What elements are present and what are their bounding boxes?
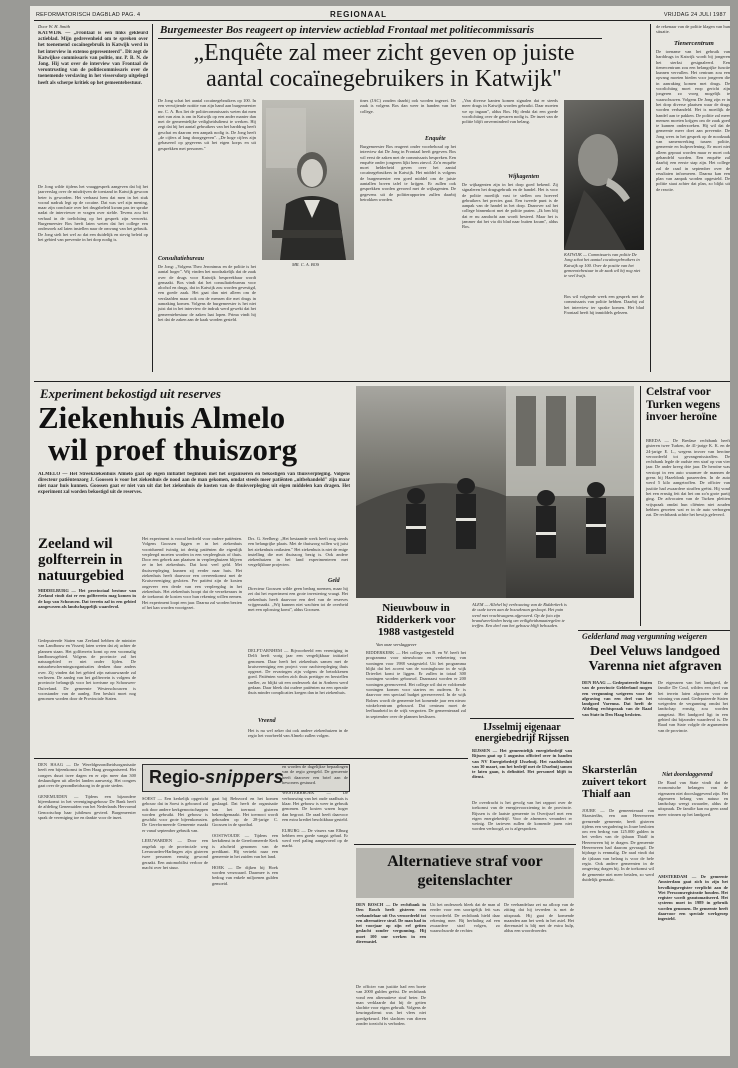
bos-col-c: „Van diverse kanten komen signalen dat er steeds meer drugs in Katwijk worden gebruikt. Daar moeten we op ingaan", aldus Bos. Hij denkt dat een goede voorlichting over de gevaren nodig is. De inzet van de politie blijft onverminderd van belang. [462, 98, 558, 125]
ijssel-body: De overdracht is het gevolg van het rapport over de toekomst van de energievoorziening in de provincie. Rijssen is de laatste gemeente in Overijssel met een eigen energiebedrijf. Voor de afnemers verandert er weinig. De tarieven zullen de komende jaren niet worden verhoogd, zo is afgesproken. [472, 800, 572, 832]
bos-portrait-photo [262, 100, 354, 260]
snippers-title-snippers: snippers [205, 767, 285, 787]
demolition-photo-caption: ALEM — Allehel bij verbouwing van de Ridderkerk is de oude toren aan de bouwkraan gesloopt. Het puin werd met vrachtwagens afgevoerd. Op de foto zijn brandweerlieden bezig om veiligheidsmaatregelen te treffen. Een deel van het gebouw blijft behouden. [472, 602, 567, 629]
portrait-figure-icon [262, 100, 354, 260]
bos-intro: KATWIJK — „Frontaal is een links gekleurd actieblad. Mijn gedrevenheid om te spreken over het toenemend cocaïnegebruik in Katwijk werd in het interview in extenso gepresenteerd". Dit zegt de Katwijkse commissaris van politie, mr. P. B. N. de Jong. Hij wat over de interview van Frontaal de verontrusting van de politiecommissaris over de toenemende verslaving in het vissersdorp uitgelegd heeft als scherpe kritiek op het gemeentebestuur. [38, 31, 148, 86]
almelo-headline-line-2: wil proef thuiszorg [48, 432, 298, 467]
ridderkerk-byline: Van onze verslaggever [376, 642, 417, 647]
vreend-subhead: Vreend [258, 718, 276, 724]
zeeland-lead: MIDDELBURG — Het provinciaal bestuur van Zeeland vindt dat er een golfterrein mag komen in de kop van Schouwen. Dat terrein zal in een gebied aangewezen als landschappelijk waardevol. [38, 588, 136, 609]
snippers-col-left: DEN HAAG — De Wereldgezondheidsorganisatie heeft een bijeenkomst in Den Haag georganiseerd. Het congres duurt twee dagen en er zijn meer dan 300 deskundigen uit allerlei landen aanwezig. Het congres gaat over de gezondheidszorg in de grote steden. GENEMUIDEN — Tijdens een bijzondere bijeenkomst in het verenigingsgebouw De Bank heeft de afdeling Genemuiden van het Nederlands Hervormd Genootschap haar jubileum gevierd. Burgemeester sprak de vereniging toe en dankte voor de inzet. [38, 762, 136, 820]
masthead-date: VRIJDAG 24 JULI 1987 [663, 12, 726, 18]
geld-subhead: Geld [328, 578, 340, 584]
ridderkerk-headline: Nieuwbouw in Ridderkerk voor 1988 vastgesteld [376, 602, 456, 638]
column-rule [152, 24, 153, 372]
section-rule [34, 758, 468, 759]
alternatieve-lead: DEN BOSCH — De rechtbank in Den Bosch heeft gisteren een veehandelaar uit Oss veroordeeld tot een alternatieve straf. De man had in het voorjaar op zijn erf geiten geslacht zonder vergunning. Hij moet 100 uur werken in een dierenasiel. [356, 902, 426, 945]
ijssel-headline: IJsselmij eigenaar energiebedrijf Rijssen [474, 722, 570, 744]
masthead-section: REGIONAAL [330, 10, 387, 19]
firefighters-icon [356, 386, 634, 598]
almelo-body: Het experiment is vooral bedoeld voor oudere patiënten. Volgens Goossen liggen er in het ziekenhuis voortdurend twintig tot dertig patiënten die eigenlijk verpleegd moeten worden in een verpleeghuis of thuis. Door een gebrek aan plaatsen in verpleeghuizen blijven ze in het ziekenhuis. Dat kost veel geld. Met thuisverpleging kunnen zij eerder naar huis. Het ziekenhuis heeft daarvoor een overeenkomst met de Kruisvereniging gesloten. Per patiënt zijn de kosten ongeveer een derde van een verpleegdag in het ziekenhuis. Het ziekenhuis hoopt dat de verzekeraars in de toekomst de kosten voor hun rekening willen nemen. Het experiment loopt een jaar. Daarna zal worden bezien of het kan worden voortgezet. [142, 536, 242, 610]
commissaris-photo-caption: KATWIJK — Commissaris van politie De Jong schat het aantal cocaïnegebruikers in Katwijk op 100. Over de positie van het gemeentebestuur in de zaak wil hij nog niet te veel kwijt. [564, 252, 641, 279]
alternatieve-body: De officier van justitie had een boete van 2000 gulden geëist. De rechtbank vond een alternatieve straf beter. De man verklaarde dat hij de geiten slachtte voor eigen gebruik. Volgens de keuringsdienst was het vlees niet goedgekeurd. Het slachten van dieren zonder toezicht is verboden. [356, 984, 426, 1027]
hand-icon [564, 100, 644, 250]
bos-body: De Jong wilde tijdens het vraaggesprek aangeven dat bij het jaarverslag over de misdrijven de toestand in Katwijk gewoon beter is geworden. Het verbaast hem dat men in het stuk vooral nadruk legt op de cocaïne. Dat was wel zijn mening, maar zijn conclusie over het drugsbeleid kwam pas ter sprake nadat de interviewer er vragen over stelde. Tevens zou het verhaal in de toelichting op het gesprek zijn verwerkt. Burgemeester Bos heeft laten weten dat het college een onderzoek zal laten instellen naar de omvang van het gebruik. De Jong stelt het wel zo dat een duidelijk en stevig beleid op het gebied van preventie in het dorp nodig is. [38, 184, 148, 242]
section-rule [34, 381, 730, 382]
bos-photo-caption: MR. C. A. BOS [292, 262, 320, 267]
almelo-lead: ALMELO — Het Streekziekenhuis Almelo gaat op eigen initiatief beginnen met het organiseren en bekostigen van thuisverpleging. Volgens directeur patiëntenzorg J. Goossen is voor het ziekenhuis de nood aan de man gekomen, omdat steeds meer patiënten „uitbehandeld" zijn maar niet naar huis kunnen. Goossen gaat er niet van uit dat het ziekenhuis de kosten van de thuisverpleging uit eigen middelen kan dragen. Het experiment zal worden bekostigd uit de reserves. [38, 472, 350, 495]
skarsterlan-body: JOURE — De gemeenteraad van Skarsterlân, een aan Heerenveen grenzende gemeente, heeft gisteren tijdens een vergadering in Joure besloten om een bedrag van 125.000 gulden in het verlies van de ijsbaan Thialf in Heerenveen bij te dragen. De gemeente Heerenveen had daarom gevraagd. De bijdrage is eenmalig. De raad vindt dat de ijsbaan van belang is voor de hele regio. Ook andere gemeenten in de omgeving dragen bij. In de toekomst wil de gemeente niet meer betalen, zo werd duidelijk gemaakt. [582, 808, 654, 882]
geld-body: Directeur Goossen wilde geen bedrag noemen, maar hij zei dat het experiment een grote investering vraagt. Het ziekenhuis heeft daarvoor een deel van de reserves vrijgemaakt. „Wij kunnen niet wachten tot de overheid met een oplossing komt", aldus Goossen. [248, 586, 348, 613]
almelo-headline-line-1: Ziekenhuis Almelo [38, 400, 286, 435]
niet-subhead: Niet doorslaggevend [662, 772, 713, 778]
bos-col-a2: De Jong: „Volgens Theo Jeronimus en de politie is het aantal hoger". Wij vinden het noodzakelijk dat de zaak over de drugs voor Katwijk bespreekbaar wordt gemaakt. Bos vindt dat het consultatiebureau voor alcohol en drugs, dat in Katwijk zou worden gevestigd, een goede zaak. Het gaat dan niet alleen om de verslaafden maar ook om de mensen die met drugs in aanraking komen. Volgens de burgemeester is het niet juist dat in het interview de indruk werd gewekt dat het gemeentebestuur de zaken laat lopen. Prima vindt hij het dat de zaken aan de kaak worden gesteld. [158, 264, 256, 322]
kicker-rule [158, 38, 602, 39]
snippers-col-c: en worden de dagelijkse bepaalingen van de regio geregeld. De gemeente heeft daarover een brief aan de bewoners gestuurd. WESTERBROEK — De verbouwing van het oude raadhuis is klaar. Het gebouw is weer in gebruik genomen. De kosten waren hoger dan begroot. De raad heeft daarvoor een extra krediet beschikbaar gesteld. ELBURG — De vissers van Elburg hebben een goede vangst gehad. Er werd veel paling aangevoerd op de markt. [282, 764, 348, 849]
varenna-niet-body: De Raad van State vindt dat de economische belangen van de eigenaren niet doorslaggevend zijn. Het algemeen belang van natuur en landschap weegt zwaarder, aldus de uitspraak. De familie kan nu geen zand meer winnen op het landgoed. [658, 780, 728, 817]
snippers-col-b: gaat bij Bebsvord en het komen geslaagd. Dat heeft de organisatie van het toernooi gisteren bekendgemaakt. Het toernooi wordt gehouden op de 28-jarige C. Goossen in de sporthal. OOSTWOUDE — Tijdens een kerkdienst in de Gereformeerde Kerk is afscheid genomen van de predikant. Hij vertrekt naar een gemeente in het zuiden van het land. HOEK — De dijken bij Hoek worden verzwaard. Daarmee is een bedrag van enkele miljoenen gulden gemoeid. [212, 796, 278, 886]
zeeland-headline: Zeeland wil golfterrein in natuurgebied [38, 536, 124, 584]
bos-col-c2: De wijkagenten zijn in het dorp goed bekend. Zij signaleren het drugsgebruik en de handel. Het is voor de politie moeilijk vast te stellen om hoeveel gebruikers het precies gaat. Een tweede punt is de aanpak van de handel in het dorp. Daarover zal het college binnenkort met de politie praten. „Ik ben blij dat er nu aandacht aan wordt besteed. Maar het is jammer dat het via dit blad naar buiten kwam", aldus Bos. [462, 182, 558, 230]
bos-col-a2-cont [262, 270, 354, 372]
alternatieve-headline-box [356, 848, 574, 898]
almelo-kicker: Experiment bekostigd uit reserves [40, 386, 221, 401]
snippers-col-a: SOEST — Een kerkelijk opgericht gebouw dat in Soest is gebouwd zal ook door andere kerkgenootschappen worden gebruikt. Het gebouw is geschikt voor grote bijeenkomsten. De Gereformeerde Gemeente maakt er vanaf september gebruik van. LEEUWARDEN — Door een ongeluk op de provinciale weg Leeuwarden-Harlingen zijn gisteren twee personen ernstig gewond geraakt. Een automobilist verloor de macht over het stuur. [142, 796, 208, 870]
demolition-photo [356, 386, 634, 598]
delft-body: DELFT/ARNHEM — Bijvoorbeeld een vereniging in Delft heeft vorig jaar een vergelijkbaar initiatief genomen. Daar heeft het ziekenhuis samen met de kruisvereniging een project voor nachtverpleging thuis opgezet. De ervaringen zijn volgens de betrokkenen goed. Patiënten voelen zich thuis prettiger en herstellen sneller, zo blijkt uit een onderzoek dat in Arnhem werd gedaan. Daar bleek dat oudere patiënten na een operatie thuis minder complicaties kregen dan in het ziekenhuis. [248, 648, 348, 696]
newspaper-page [30, 6, 730, 1056]
column-rule [470, 718, 574, 719]
column-rule [650, 24, 651, 372]
bos-col-b2: Burgemeester Bos reageert onder voorbehoud op het interview dat De Jong in Frontaal heeft gegeven. Bos wil eerst de zaken met de commissaris bespreken. Een enquête onder jongeren lijkt hem zinvol. Zo'n enquête moet helderheid geven over het aantal cocaïnegebruikers in Katwijk. Het middel is volgens de burgemeester een goed middel om de juiste aantallen boven tafel te krijgen. Er zullen ook gesprekken worden gevoerd met de wijkagenten. De gegevens uit de politierapporten zullen daarbij betrokken worden. [360, 144, 456, 202]
consult-subhead: Consultatiebureau [158, 256, 205, 262]
amsterdam-body: AMSTERDAM — De gemeente Amsterdam gaat zich in zijn het bevolkingsregister verplicht aan de Wet Persoonsregistratie houden. Het register wordt geautomatiseerd. Het systeem moet in 1989 in gebruik worden genomen. De gemeente heeft daarvoor een speciale werkgroep ingesteld. [658, 874, 728, 922]
ijssel-lead: RIJSSEN — Het gemeentelijk energiebedrijf van Rijssen gaat op 1 augustus officieel over in handen van NV Energiebedrijf IJsselmij. Het raadsbesluit van 30 maart, om het bedrijf met de IJsselmij samen te laten gaan, is definitief. Het personeel blijft in dienst. [472, 748, 572, 780]
varenna-body: De eigenaren van het landgoed, de familie De Coul, wilden een deel van het terrein laten afgraven voor de winning van zand. Gedeputeerde Staten weigerden de vergunning omdat het landschap ernstig zou worden aangetast. Het landgoed ligt in een gebied dat bijzonder waardevol is. De Raad van State volgde de argumenten van de provincie. [658, 680, 728, 733]
alternatieve-headline: Alternatieve straf voor geitenslachter [387, 853, 543, 889]
bos-headline-line-1: „Enquête zal meer zicht geven op juiste [193, 40, 575, 66]
varenna-kicker: Gelderland mag vergunning weigeren [582, 632, 708, 641]
bos-headline-line-2: aantal cocaïnegebruikers in Katwijk" [206, 66, 562, 92]
right-col-top: de rekenaar van de politie klagen van hun situatie. [656, 24, 730, 35]
alternatieve-col3: De veehandelaar zei na afloop van de zitting dat hij tevreden is met de uitspraak. Hij gaat de komende maanden aan het werk in het asiel. Het dierenasiel is blij met de extra hulp, aldus een woordvoerder. [504, 902, 574, 934]
bos-kicker: Burgemeester Bos reageert op interview actieblad Frontaal met politiecommissaris [160, 24, 534, 36]
zeeland-body: Gedeputeerde Staten van Zeeland hebben de minister van Landbouw en Visserij laten weten dat zij achter de plannen staan. Het golfterrein komt op een voormalig landbouwgebied. Volgens de provincie zal het natuurgebied er niet onder lijden. De natuurbeschermingsorganisaties denken daar anders over. Zij vinden dat het gebied zijn natuurwaarde zal verliezen. De aanleg van het golfterrein is volgens de provincie belangrijk voor het toerisme op Schouwen-Duiveland. De gemeente Westerschouwen is voorstander van de aanleg. Een besluit moet nog genomen worden door de Provinciale Staten. [38, 638, 136, 702]
section-rule [578, 630, 730, 631]
ridderkerk-body: RIDDERKERK — Het college van B. en W. heeft het programma voor nieuwbouw en verbetering van woningen voor 1988 vastgesteld. Uit het programma blijkt dat het accent van de woningbouw in de wijk Drievliet komt te liggen. Er zullen in totaal 300 woningen worden gebouwd. Daarnaast worden er 200 woningen gerenoveerd. Het college wil dat er voldoende woningen komen voor starters en ouderen. Er is daarvoor een speciaal budget gereserveerd. In de wijk Bolnes wordt de gemeente het komende jaar een nieuw winkelcentrum gebouwd. Dat centrum moet de leefbaarheid in de wijk vergroten. De gemeenteraad zal in september over de plannen beslissen. [366, 650, 466, 719]
tienercentrum-subhead: Tienercentrum [674, 40, 714, 47]
masthead-left: REFORMATORISCH DAGBLAD PAG. 4 [36, 12, 141, 18]
bos-col-d: Bos wil volgende week een gesprek met de commissaris van politie hebben. Daarbij zal het interview ter sprake komen. Het blad Frontaal heeft hij inmiddels gelezen. [564, 294, 644, 315]
almelo-mid: Drs. G. Seelberg: „Het bestaande werk heeft nog steeds een belangrijke plaats. Met de thuiszorg willen wij juist het ziekenhuis ontlasten." Het ziekenhuis is niet de enige instelling die met thuiszorg bezig is. Ook andere ziekenhuizen in het land experimenteren met vergelijkbare projecten. [248, 536, 348, 568]
vreend-body: Het is nu wel zeker dat ook andere ziekenhuizen in de regio het voorbeeld van Almelo zullen volgen. [248, 728, 348, 739]
celstraf-headline: Celstraf voor Turken wegens invoer heroïne [646, 386, 721, 423]
bos-byline: Door W. H. Smith [38, 24, 70, 29]
celstraf-body: BREDA — De Bredase rechtbank heeft gisteren twee Turken, de 41-jarige K. K. en de 24-jarige E. L., wegens invoer van heroïne veroordeeld tot gevangenisstraffen. De rechtbank legde de oudste een straf op van vier jaar. De ander kreeg drie jaar. De heroïne was verstopt in een auto waarmee de mannen de grens bij Hazeldonk passeerden. In de auto werd 5 kilo aangetroffen. De officier van justitie had zwaardere straffen geëist. Hij vond het een ernstig feit dat het om zo'n grote partij ging. De advocaten van de Turken pleitten vrijspraak omdat hun cliënten niet zouden hebben geweten wat er in de auto verborgen zat. De rechtbank achtte het bewijs geleverd. [646, 438, 730, 518]
masthead-rule [34, 20, 730, 21]
varenna-headline: Deel Veluws landgoed Varenna niet afgraven [588, 644, 722, 674]
bos-col-a: De Jong schat het aantal cocaïnegebruikers op 100. In een verwijtende notitie van zijn hand aan burgemeester mr. C. A. Bos liet de politiecommissaris weten dat men niet van zins is om in Katwijk op een ander manier dan met de gemeentelijke veiligheidsdienst te werken. Hij zegt dat hij het aantal gebruikers van het harddrug heeft geschat en daarom een aanpak nodig is. De Jong heeft „de cijfers al lang doorgegeven". „De hoge cijfers zijn gebaseerd op gegevens uit het eigen korps en uit gesprekken met personen." [158, 98, 256, 151]
tienercentrum-body: De toename van het gebruik van harddrugs in Katwijk wordt bij jongeren het sterkst gesignaleerd. Een tienercentrum zou een belangrijke functie kunnen vervullen. Het centrum zou een opvang moeten bieden voor jongeren die in aanraking komen met drugs. De voorlichting moet erop gericht zijn jongeren zo vroeg mogelijk te waarschuwen. Volgens De Jong zijn er in het dorp diverse plaatsen waar de drugs worden verhandeld. Het is moeilijk de handel aan te pakken. De politie zal meer mensen moeten krijgen om de zaak goed te kunnen onderzoeken. Hij wil dat de gemeente meer doet aan preventie. De Jong wees in het gesprek op de noodzaak van samenwerking tussen politie, gemeente en hulpverlening. Er moet niet alleen gepraat worden maar er moet ook gehandeld worden. Een enquête zal daarbij een eerste stap zijn. Het college zal de raad in september over de resultaten informeren. Daarna kan een plan van aanpak worden opgesteld. De politie staat achter dat plan, zo blijkt uit de reactie. [656, 49, 730, 192]
enquete-subhead: Enquête [425, 136, 446, 142]
commissaris-photo [564, 100, 644, 250]
section-rule [354, 844, 576, 845]
column-rule [640, 386, 641, 626]
snippers-title-regio: Regio- [149, 767, 205, 787]
alternatieve-col2: Uit het onderzoek bleek dat de man al eerder voor een soortgelijk feit was veroordeeld. De rechtbank hield daar rekening mee. Bij herhaling zal een zwaardere straf volgen, zo waarschuwde de rechter. [430, 902, 500, 934]
skarsterlan-headline: Skarsterlân zuivert tekort Thialf aan [582, 764, 647, 800]
varenna-lead: DEN HAAG — Gedeputeerde Staten van de provincie Gelderland mogen een vergunning weigeren voor de afgraving van een deel van het landgoed Varenna. Dat heeft de Afdeling rechtspraak van de Raad van State in Den Haag besloten. [582, 680, 652, 717]
bos-col-b: tines (JAC) zouden daarbij ook worden ingezet. De zaak is volgens Bos dan weer in handen van het college. [360, 98, 456, 114]
wijkagenten-subhead: Wijkagenten [508, 174, 540, 180]
